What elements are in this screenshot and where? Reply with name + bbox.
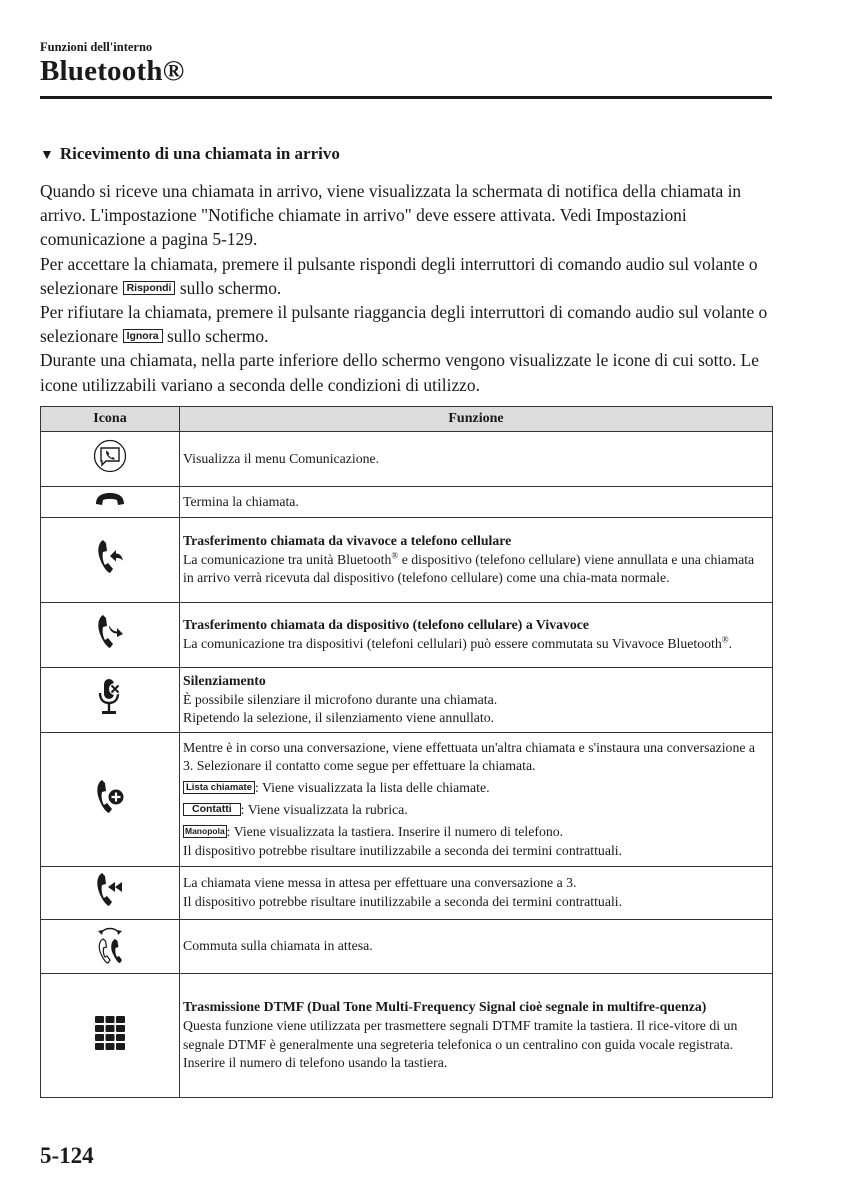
table-row: [41, 668, 773, 733]
transfer-to-handsfree-icon: [96, 614, 124, 656]
function-cell: Commuta sulla chiamata in attesa.: [180, 920, 773, 974]
column-header-function: Funzione: [180, 407, 773, 432]
function-description: Inserire il numero di telefono usando la tastiera.: [183, 1055, 448, 1071]
function-title: Trasferimento chiamata da vivavoce a telefono cellulare: [183, 532, 512, 548]
function-description: Il dispositivo potrebbe risultare inutilizzabile a seconda dei termini contrattuali.: [183, 894, 623, 909]
end-call-icon: [95, 492, 125, 512]
subheading-text: Ricevimento di una chiamata in arrivo: [59, 144, 340, 163]
accept-text: Per accettare la chiamata, premere il pulsante rispondi degli interruttori di comando audio sul volante o selezionare: [40, 253, 758, 298]
table-row: [41, 518, 773, 603]
function-description: La chiamata viene messa in attesa per effettuare una conversazione a 3.: [183, 875, 577, 891]
page-number: 5-124: [40, 1143, 94, 1168]
rispondi-button: Rispondi: [123, 281, 176, 295]
manopola-button: Manopola: [185, 825, 225, 836]
triangle-marker-icon: ▼: [40, 148, 54, 163]
title-divider: [40, 96, 772, 99]
reject-text-end: sullo schermo.: [162, 326, 269, 347]
function-description: Ripetendo la selezione, il silenziamento viene annullato.: [183, 710, 495, 726]
page-title: Bluetooth®: [40, 55, 185, 87]
function-description: Mentre è in corso una conversazione, viene effettuata un'altra chiamata e s'instaura una conversazione a 3. Selezionare il contatto come segue per effettuare la chiamata.: [183, 739, 756, 774]
function-cell: [180, 518, 773, 603]
transfer-to-phone-icon: [96, 539, 124, 581]
body-text: [40, 179, 780, 397]
paragraph-incoming-call: Quando si riceve una chiamata in arrivo, viene visualizzata la schermata di notifica della chiamata in arrivo. L'impostazione "Notifiche chiamate in arrivo" deve essere attivata. Vedi Impostazioni comunicazione a pagina 5-129.: [40, 181, 742, 250]
lista-chiamate-button: Lista chiamate: [183, 781, 255, 794]
function-description: È possibile silenziare il microfono durante una chiamata.: [183, 691, 498, 707]
mute-microphone-icon: [97, 678, 123, 722]
option-contatti: Contatti : Viene visualizzata la rubrica.: [183, 801, 766, 820]
function-cell: [180, 974, 773, 1098]
ignora-button: Ignora: [123, 329, 163, 343]
function-description: La comunicazione tra dispositivi (telefoni cellulari) può essere commutata su Vivavoce Bluetooth®.: [183, 634, 733, 651]
function-cell: Termina la chiamata.: [180, 487, 773, 518]
paragraph-reject-call: [40, 300, 780, 348]
table-header-row: [41, 407, 773, 432]
reject-text: Per rifiutare la chiamata, premere il pulsante riaggancia degli interruttori di comando audio sul volante o selezionare: [40, 302, 768, 347]
option-lista-chiamate: Lista chiamate : Viene visualizzata la lista delle chiamate.: [183, 779, 766, 798]
function-cell: [180, 603, 773, 668]
section-label: Funzioni dell'interno: [40, 40, 153, 54]
function-title: Trasferimento chiamata da dispositivo (telefono cellulare) a Vivavoce: [183, 617, 590, 633]
function-title: Trasmissione DTMF (Dual Tone Multi-Frequency Signal cioè segnale in multifre-quenza): [183, 998, 707, 1014]
swap-call-icon: [95, 923, 125, 971]
table-row: [41, 432, 773, 487]
accept-text-end: sullo schermo.: [175, 277, 282, 298]
function-description: Questa funzione viene utilizzata per trasmettere segnali DTMF tramite la tastiera. Il rice-vitore di un segnale DTMF è generalmente una segreteria telefonica o un centralino con guida vocale registrata.: [183, 1017, 738, 1052]
function-title: Silenziamento: [183, 672, 266, 688]
option-manopola: Manopola : Viene visualizzata la tastiera. Inserire il numero di telefono.: [185, 823, 564, 839]
function-cell: [180, 668, 773, 733]
communication-menu-icon: [93, 439, 127, 479]
table-row: [41, 867, 773, 920]
subheading: [40, 144, 340, 164]
add-call-icon: [95, 779, 125, 821]
function-note: Il dispositivo potrebbe risultare inutilizzabile a seconda dei termini contrattuali.: [183, 842, 623, 858]
function-cell: Visualizza il menu Comunicazione.: [180, 432, 773, 487]
function-cell: [180, 733, 773, 867]
icon-function-table: [40, 406, 773, 1098]
table-row: [41, 603, 773, 668]
paragraph-icons-intro: Durante una chiamata, nella parte inferiore dello schermo vengono visualizzate le icone di cui sotto. Le icone utilizzabili variano a seconda delle condizioni di utilizzo.: [40, 350, 760, 395]
column-header-icon: Icona: [41, 407, 180, 432]
contatti-button: Contatti: [183, 803, 241, 816]
paragraph-accept-call: [40, 252, 780, 300]
function-description: La comunicazione tra unità Bluetooth® e dispositivo (telefono cellulare) viene annullata e una chiamata in arrivo verrà ricevuta dal dispositivo (telefono cellulare) come una chia-mata normale.: [183, 550, 755, 586]
table-row: [41, 733, 773, 867]
keypad-icon: [95, 1016, 125, 1056]
table-row: [41, 487, 773, 518]
table-row: [41, 974, 773, 1098]
function-cell: [180, 867, 773, 920]
hold-call-icon: [95, 872, 125, 914]
table-row: [41, 920, 773, 974]
